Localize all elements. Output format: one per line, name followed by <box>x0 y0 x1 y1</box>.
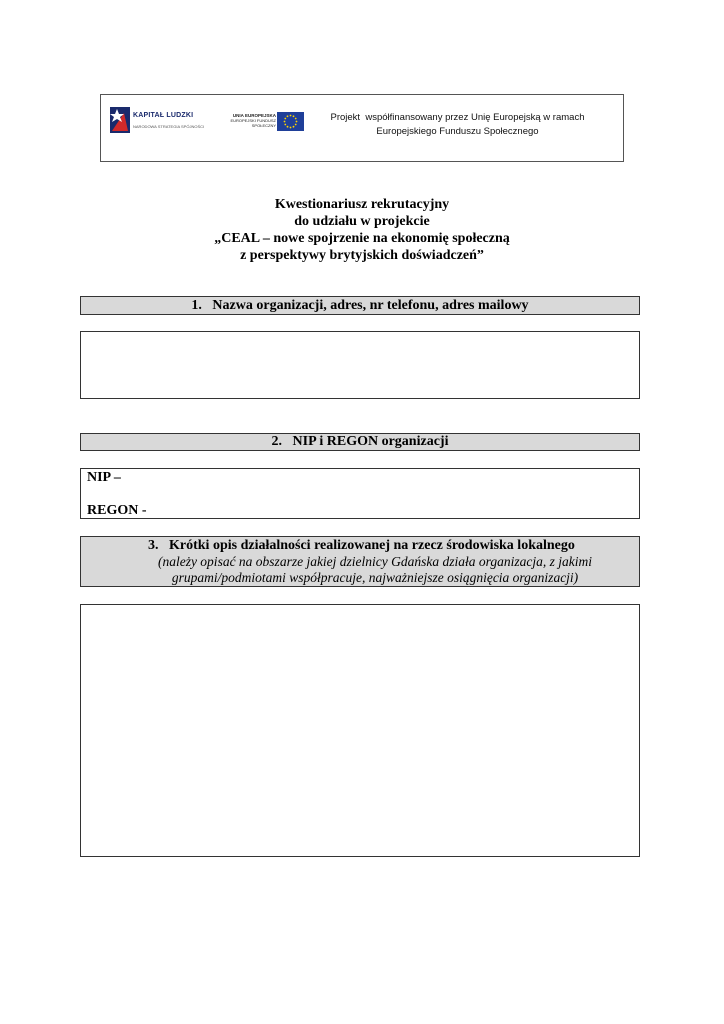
eu-flag-icon <box>277 112 304 131</box>
kapital-ludzki-title: KAPITAŁ LUDZKI <box>133 112 194 119</box>
section3-instructions <box>140 554 610 586</box>
section3-note-line1: (należy opisać na obszarze jakiej dzielnicy Gdańska działa organizacja, z jakimi <box>157 554 593 569</box>
nip-label: NIP – <box>87 470 121 485</box>
ue-logo-title: UNIA EUROPEJSKA <box>232 113 276 118</box>
section2-answer-field[interactable] <box>80 468 640 519</box>
section3-answer-field[interactable] <box>80 604 640 857</box>
project-funding-line2: Europejskiego Funduszu Społecznego <box>376 126 539 137</box>
kapital-ludzki-subtitle: NARODOWA STRATEGIA SPÓJNOŚCI <box>133 124 205 129</box>
document-title <box>162 196 562 264</box>
title-line4: z perspektywy brytyjskich doświadczeń” <box>240 248 484 263</box>
section3-heading: 3. Krótki opis działalności realizowanej na rzecz środowiska lokalnego <box>148 538 575 553</box>
title-line3: „CEAL – nowe spojrzenie na ekonomię społeczną <box>214 231 510 246</box>
section3-note-line2: grupami/podmiotami współpracuje, najważniejsze osiągnięcia organizacji) <box>171 570 579 585</box>
regon-label: REGON - <box>87 503 147 518</box>
ue-logo-text <box>228 113 276 128</box>
section2-heading: 2. NIP i REGON organizacji <box>80 433 640 451</box>
section1-heading: 1. Nazwa organizacji, adres, nr telefonu, adres mailowy <box>80 296 640 315</box>
title-line2: do udziału w projekcie <box>294 214 430 229</box>
project-funding-line1: Projekt współfinansowany przez Unię Europejską w ramach <box>330 112 585 123</box>
section1-answer-field[interactable] <box>80 331 640 399</box>
title-line1: Kwestionariusz rekrutacyjny <box>274 197 450 212</box>
project-funding-note <box>315 111 600 139</box>
ue-logo-subtitle: EUROPEJSKI FUNDUSZ SPOŁECZNY <box>230 118 276 128</box>
kapital-ludzki-logo <box>108 103 228 137</box>
